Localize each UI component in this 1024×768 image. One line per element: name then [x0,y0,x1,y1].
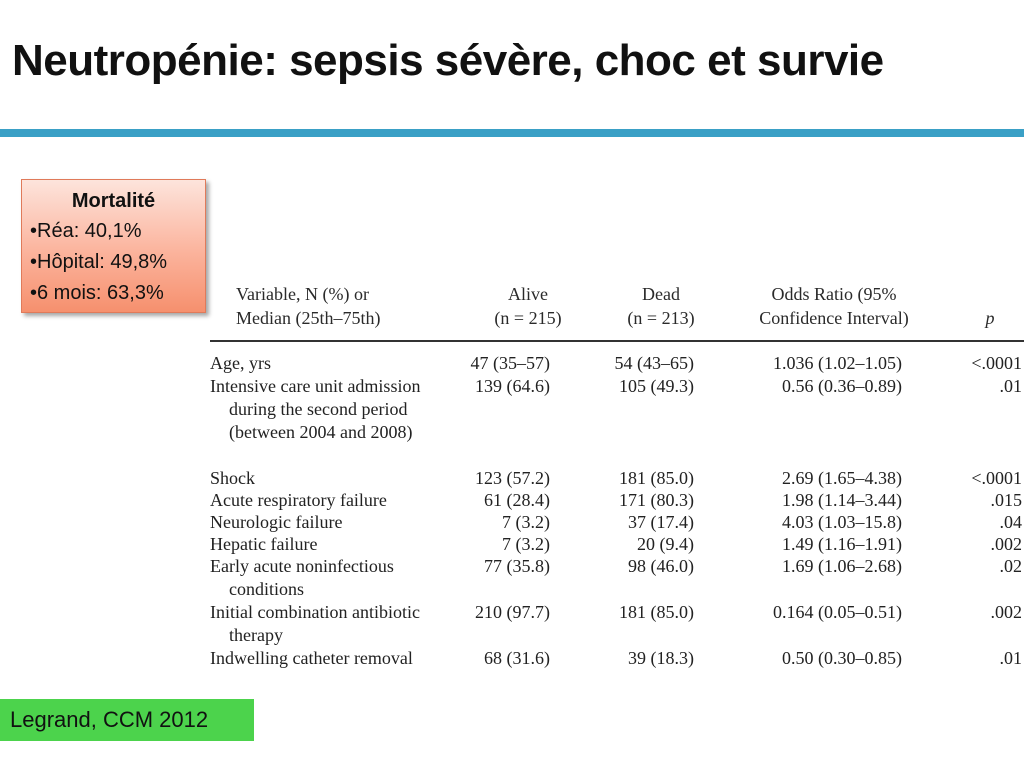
cell-dead: 39 (18.3) [628,648,694,668]
header-dead-line1: Dead [642,284,680,304]
cell-dead: 98 (46.0) [628,556,694,576]
slide-title: Neutropénie: sepsis sévère, choc et survie [12,36,884,85]
cell-p-value: <.0001 [971,468,1022,488]
header-dead-line2: (n = 213) [627,308,695,328]
mortality-callout [21,179,206,313]
cell-p-value: <.0001 [971,353,1022,373]
mortality-title: Mortalité [71,190,156,212]
cell-dead: 37 (17.4) [628,512,694,532]
header-variable-line2: Median (25th–75th) [236,308,381,328]
table-row [210,533,1024,555]
table-row [210,352,1024,375]
cell-variable: Initial combination antibiotic therapy [210,602,420,645]
cell-alive: 77 (35.8) [484,556,550,576]
cell-p-value: .002 [990,534,1022,554]
cell-alive: 123 (57.2) [475,468,550,488]
results-table-header [210,280,1024,338]
cell-odds-ratio: 1.98 (1.14–3.44) [782,490,902,510]
table-row [210,601,1024,647]
cell-alive: 7 (3.2) [502,534,550,554]
cell-p-value: .002 [990,602,1022,622]
header-variable-line1: Variable, N (%) or [236,284,369,304]
cell-odds-ratio: 0.56 (0.36–0.89) [782,376,902,396]
cell-odds-ratio: 2.69 (1.65–4.38) [782,468,902,488]
table-row [210,467,1024,489]
cell-variable: Hepatic failure [210,534,318,554]
cell-variable: Shock [210,468,255,488]
table-header-rule [210,340,1024,342]
cell-variable: Early acute noninfectious conditions [210,556,394,599]
mortality-item-6-mois: •6 mois: 63,3% [30,282,164,304]
cell-odds-ratio: 0.50 (0.30–0.85) [782,648,902,668]
cell-p-value: .01 [999,648,1022,668]
cell-p-value: .02 [999,556,1022,576]
mortality-item-rea: •Réa: 40,1% [30,220,142,242]
cell-odds-ratio: 1.49 (1.16–1.91) [782,534,902,554]
cell-odds-ratio: 1.69 (1.06–2.68) [782,556,902,576]
title-divider [0,129,1024,137]
cell-odds-ratio: 1.036 (1.02–1.05) [773,353,902,373]
cell-odds-ratio: 4.03 (1.03–15.8) [782,512,902,532]
header-alive-line1: Alive [508,284,548,304]
header-odds-ratio [748,282,920,330]
cell-dead: 181 (85.0) [619,602,694,622]
cell-p-value: .01 [999,376,1022,396]
cell-variable: Acute respiratory failure [210,490,387,510]
header-p-value: p [985,308,995,328]
cell-alive: 7 (3.2) [502,512,550,532]
cell-variable: Neurologic failure [210,512,343,532]
table-row [210,511,1024,533]
reference-label: Legrand, CCM 2012 [0,699,254,741]
cell-dead: 20 (9.4) [637,534,694,554]
table-row [210,647,1024,693]
cell-alive: 139 (64.6) [475,376,550,396]
cell-dead: 105 (49.3) [619,376,694,396]
header-alive-line2: (n = 215) [494,308,562,328]
cell-variable: Age, yrs [210,353,271,373]
cell-alive: 47 (35–57) [470,353,550,373]
cell-odds-ratio: 0.164 (0.05–0.51) [773,602,902,622]
cell-dead: 54 (43–65) [614,353,694,373]
table-row [210,375,1024,467]
cell-p-value: .04 [999,512,1022,532]
header-dead [613,282,709,330]
cell-alive: 68 (31.6) [484,648,550,668]
header-odds-ratio-line2: Confidence Interval) [759,308,909,328]
cell-variable: Indwelling catheter removal [210,648,413,668]
cell-alive: 61 (28.4) [484,490,550,510]
results-table-body [210,352,1024,693]
cell-p-value: .015 [990,490,1022,510]
table-row [210,489,1024,511]
header-variable [236,282,380,330]
table-row [210,555,1024,601]
mortality-item-hopital: •Hôpital: 49,8% [30,251,168,273]
cell-dead: 171 (80.3) [619,490,694,510]
cell-alive: 210 (97.7) [475,602,550,622]
header-alive [472,282,584,330]
header-odds-ratio-line1: Odds Ratio (95% [771,284,897,304]
cell-variable: Intensive care unit admission during the second period (between 2004 and 2008) [210,376,421,442]
cell-dead: 181 (85.0) [619,468,694,488]
